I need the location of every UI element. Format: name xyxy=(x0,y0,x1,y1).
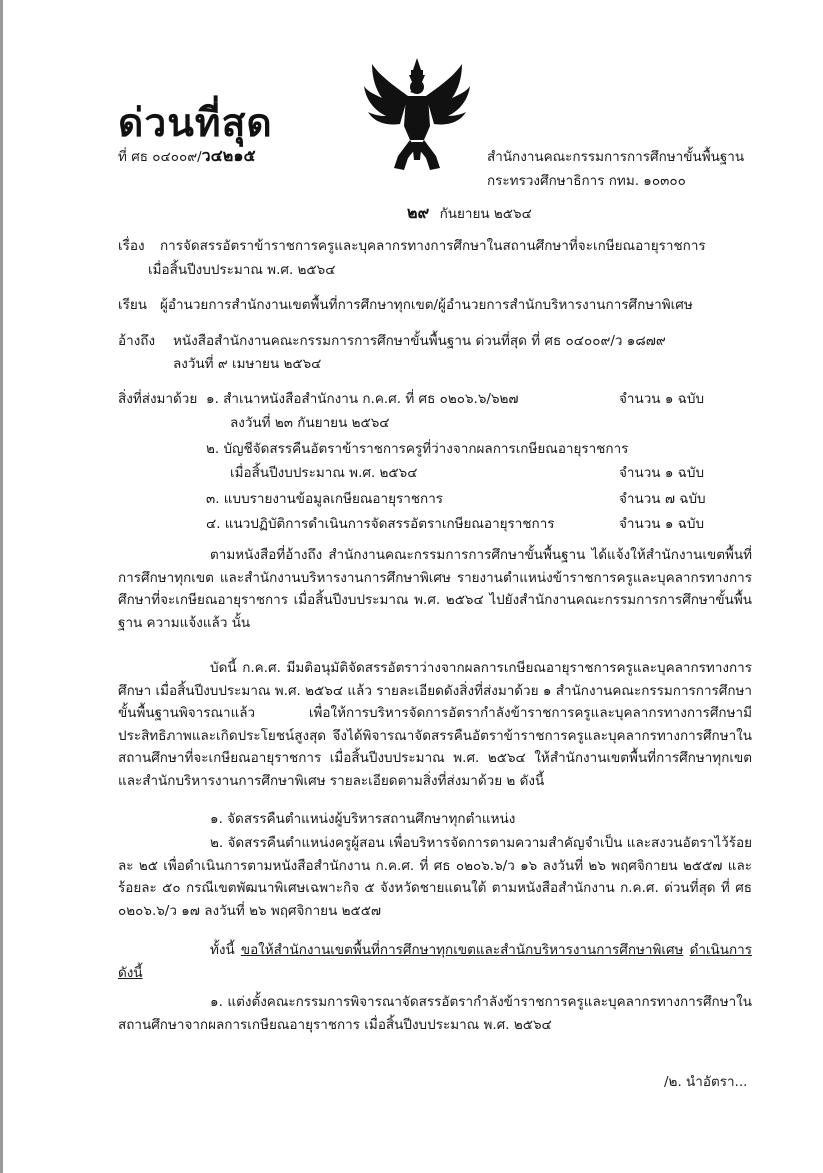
recipient-text: ผู้อำนวยการสำนักงานเขตพื้นที่การศึกษาทุกเขต/ผู้อำนวยการสำนักบริหารงานการศึกษาพิเศษ xyxy=(160,297,693,313)
document-date xyxy=(407,202,532,225)
continuation-marker: /๒. นำอัตรา... xyxy=(664,1074,748,1090)
recipient-label: เรียน xyxy=(118,297,148,313)
subject-label: เรื่อง xyxy=(118,238,145,254)
reference-label: อ้างถึง xyxy=(118,333,156,349)
body-paragraph-2: บัดนี้ ก.ค.ศ. มีมติอนุมัติจัดสรรอัตราว่างจากผลการเกษียณอายุราชการครูและบุคลากรทางการศึกษา เมื่อสิ้นปีงบประมาณ พ.ศ. ๒๕๖๔ แล้ว รายละเอียดดังสิ่งที่ส่งมาด้วย ๑ สำนักงานคณะกรรมการการศึกษาขั้นพื้นฐานพิจารณาแล้ว เพื่อให้การบริหารจัดการอัตรากำลังข้าราชการครูและบุคลากรทางการศึกษามีประสิทธิภาพและเกิดประโยชน์สูงสุด จึงได้พิจารณาจัดสรรคืนอัตราข้าราชการครูและบุคลากรทางการศึกษาในสถานศึกษาที่จะเกษียณอายุราชการ เมื่อสิ้นปีงบประมาณ พ.ศ. ๒๕๖๔ ให้สำนักงานเขตพื้นที่การศึกษาทุกเขตและสำนักบริหารงานการศึกษาพิเศษ รายละเอียดตามสิ่งที่ส่งมาด้วย ๒ ดังนี้ xyxy=(118,660,752,789)
scan-edge xyxy=(0,0,3,1173)
document-number-handwritten: ว๔๒๑๕ xyxy=(201,146,256,165)
enclosure-item-1: ๑. สำเนาหนังสือสำนักงาน ก.ค.ศ. ที่ ศธ ๐๒๐๖.๖/๖๒๗ xyxy=(206,391,519,407)
body-item-2: ๒. จัดสรรคืนตำแหน่งครูผู้สอน เพื่อบริหารจัดการตามความสำคัญจำเป็น และสงวนอัตราไว้ร้อยละ ๒๕ เพื่อดำเนินการตามหนังสือสำนักงาน ก.ค.ศ. ที่ ศธ ๐๒๐๖.๖/ว ๑๖ ลงวันที่ ๒๖ พฤศจิกายน ๒๕๕๗ และร้อยละ ๕๐ กรณีเขตพัฒนาพิเศษเฉพาะกิจ ๕ จังหวัดชายแดนใต้ ตามหนังสือสำนักงาน ก.ค.ศ. ด่วนที่สุด ที่ ศธ ๐๒๐๖.๖/ว ๑๗ ลงวันที่ ๒๖ พฤศจิกายน ๒๕๕๗ xyxy=(118,835,752,919)
enclosure-item-2-qty: จำนวน ๑ ฉบับ xyxy=(619,465,705,481)
instruction-lead: ทั้งนี้ xyxy=(210,942,235,958)
enclosure-item-3: ๓. แบบรายงานข้อมูลเกษียณอายุราชการ xyxy=(206,491,444,507)
enclosure-item-4-qty: จำนวน ๑ ฉบับ xyxy=(619,516,705,532)
agency-name: สำนักงานคณะกรรมการการศึกษาขั้นพื้นฐาน xyxy=(487,149,745,165)
body-instruction xyxy=(118,939,752,984)
reference-line-2: ลงวันที่ ๙ เมษายน ๒๕๖๔ xyxy=(173,356,322,372)
body-paragraph-1: ตามหนังสือที่อ้างถึง สำนักงานคณะกรรมการการศึกษาขั้นพื้นฐาน ได้แจ้งให้สำนักงานเขตพื้นที่การศึกษาทุกเขต และสำนักงานบริหารงานการศึกษาพิเศษ รายงานตำแหน่งข้าราชการครูและบุคลากรทางการศึกษาที่จะเกษียณอายุราชการ เมื่อสิ้นปีงบประมาณ พ.ศ. ๒๕๖๔ ไปยังสำนักงานคณะกรรมการการศึกษาขั้นพื้นฐาน ความแจ้งแล้ว นั้น xyxy=(118,547,752,631)
instruction-underlined: ขอให้สำนักงานเขตพื้นที่การศึกษาทุกเขตและสำนักบริหารงานการศึกษาพิเศษ xyxy=(240,942,684,958)
enclosure-item-3-qty: จำนวน ๗ ฉบับ xyxy=(619,491,706,507)
subject-line-1: การจัดสรรอัตราข้าราชการครูและบุคลากรทางการศึกษาในสถานศึกษาที่จะเกษียณอายุราชการ xyxy=(160,238,706,254)
document-number xyxy=(118,145,256,168)
enclosure-item-2-cont: เมื่อสิ้นปีงบประมาณ พ.ศ. ๒๕๖๔ xyxy=(230,465,418,481)
subject-line-2: เมื่อสิ้นปีงบประมาณ พ.ศ. ๒๕๖๔ xyxy=(148,262,336,278)
enclosure-item-2: ๒. บัญชีจัดสรรคืนอัตราข้าราชการครูที่ว่างจากผลการเกษียณอายุราชการ xyxy=(206,441,629,457)
enclosure-item-1-qty: จำนวน ๑ ฉบับ xyxy=(619,391,705,407)
enclosures-label: สิ่งที่ส่งมาด้วย xyxy=(118,391,198,407)
enclosure-item-4: ๔. แนวปฏิบัติการดำเนินการจัดสรรอัตราเกษียณอายุราชการ xyxy=(206,516,555,532)
date-day-handwritten: ๒๙ xyxy=(407,203,430,222)
document-number-prefix: ที่ ศธ ๐๔๐๐๙/ xyxy=(118,149,202,165)
ministry-address: กระทรวงศึกษาธิการ กทม. ๑๐๓๐๐ xyxy=(487,173,686,189)
urgency-stamp: ด่วนที่สุด xyxy=(118,100,273,146)
body-step-1: ๑. แต่งตั้งคณะกรรมการพิจารณาจัดสรรอัตรากำลังข้าราชการครูและบุคลากรทางการศึกษาในสถานศึกษาจากผลการเกษียณอายุราชการ เมื่อสิ้นปีงบประมาณ พ.ศ. ๒๕๖๔ xyxy=(118,994,752,1033)
body-item-1: ๑. จัดสรรคืนตำแหน่งผู้บริหารสถานศึกษาทุกตำแหน่ง xyxy=(210,811,516,827)
date-month-year: กันยายน ๒๕๖๔ xyxy=(439,206,532,222)
instruction-underlined-cont: ดำเนินการดังนี้ xyxy=(118,942,752,981)
enclosure-item-1-date: ลงวันที่ ๒๓ กันยายน ๒๕๖๔ xyxy=(230,415,390,431)
reference-line-1: หนังสือสำนักงานคณะกรรมการการศึกษาขั้นพื้นฐาน ด่วนที่สุด ที่ ศธ ๐๔๐๐๙/ว ๑๘๗๙ xyxy=(173,333,666,349)
garuda-emblem xyxy=(358,56,476,174)
